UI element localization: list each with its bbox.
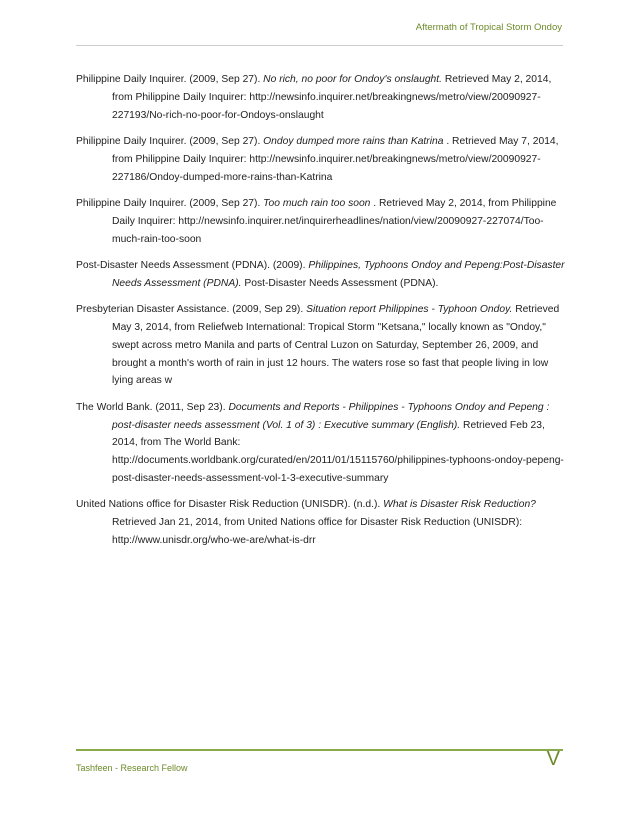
footer-divider — [76, 749, 563, 751]
reference-author: Philippine Daily Inquirer. (2009, Sep 27). — [76, 74, 264, 85]
reference-entry — [76, 71, 568, 124]
reference-title: Ondoy dumped more rains than Katrina — [263, 135, 444, 147]
reference-list — [76, 71, 568, 558]
reference-details: . Retrieved May 2, 2014, from Philippine Daily Inquirer: http://newsinfo.inquirer.net/inquirerheadlines/nation/view/20090927-227074/Too-much-rain-too-soon — [112, 197, 557, 245]
reference-entry — [76, 301, 568, 390]
reference-details: Retrieved Feb 23, 2014, from The World Bank: http://documents.worldbank.org/curated/en/2011/01/15115760/philippines-typhoons-ondoy-pepeng-post-disaster-needs-assessment-vol-1-3-executive-summary — [112, 419, 564, 484]
reference-author: Philippine Daily Inquirer. (2009, Sep 27). — [76, 197, 264, 209]
reference-title: Situation report Philippines - Typhoon Ondoy. — [306, 304, 513, 316]
reference-entry — [76, 496, 568, 549]
running-header: Aftermath of Tropical Storm Ondoy — [415, 22, 562, 33]
reference-title: What is Disaster Risk Reduction? — [383, 499, 536, 511]
reference-entry — [76, 195, 568, 248]
page-number: V — [546, 748, 560, 770]
reference-entry — [76, 133, 568, 186]
reference-details: . Retrieved May 7, 2014, from Philippine Daily Inquirer: http://newsinfo.inquirer.net/breakingnews/metro/view/20090927-227186/Ondoy-dumped-more-rains-than-Katrina — [112, 135, 559, 183]
reference-details: Retrieved Jan 21, 2014, from United Nations office for Disaster Risk Reduction (UNISDR): http://www.unisdr.org/who-we-are/what-is-drr — [112, 517, 523, 546]
reference-entry — [76, 399, 568, 488]
reference-details: Retrieved May 3, 2014, from Reliefweb International: Tropical Storm "Ketsana," locally known as "Ondoy," swept across metro Manila and parts of Central Luzon on Saturday, September 26, 2009, and brought a month's worth of rain in just 12 hours. The waters rose so fast that people living in low lying areas w — [112, 304, 560, 387]
reference-author: United Nations office for Disaster Risk Reduction (UNISDR). (n.d.). — [76, 499, 384, 511]
reference-author: Post-Disaster Needs Assessment (PDNA). (2009). — [76, 259, 309, 271]
reference-author: The World Bank. (2011, Sep 23). — [76, 401, 229, 413]
header-divider — [76, 45, 563, 46]
reference-title: Documents and Reports - Philippines - Typhoons Ondoy and Pepeng : post-disaster needs assessment (Vol. 1 of 3) : Executive summary (English). — [112, 401, 550, 431]
reference-author: Philippine Daily Inquirer. (2009, Sep 27). — [76, 135, 264, 147]
reference-title: No rich, no poor for Ondoy's onslaught. — [263, 74, 442, 85]
reference-title: Too much rain too soon — [263, 197, 371, 209]
reference-details: Retrieved May 2, 2014, from Philippine Daily Inquirer: http://newsinfo.inquirer.net/breakingnews/metro/view/20090927-227193/No-rich-no-poor-for-Ondoys-onslaught — [112, 74, 552, 121]
reference-details: Post-Disaster Needs Assessment (PDNA). — [241, 277, 439, 289]
reference-entry — [76, 257, 568, 293]
reference-title: Philippines, Typhoons Ondoy and Pepeng:Post-Disaster Needs Assessment (PDNA). — [112, 259, 565, 289]
reference-author: Presbyterian Disaster Assistance. (2009, Sep 29). — [76, 304, 307, 316]
footer-author: Tashfeen - Research Fellow — [76, 763, 188, 773]
